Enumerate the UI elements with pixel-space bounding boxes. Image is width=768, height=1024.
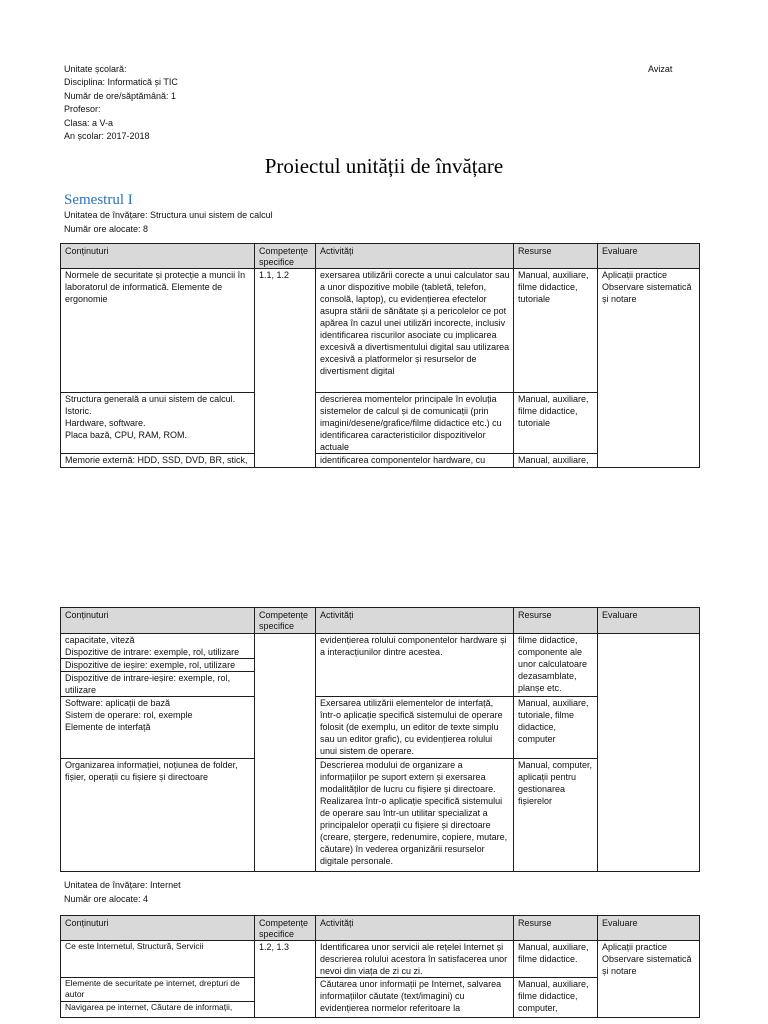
column-header-contents: Conținuturi [61, 244, 255, 269]
contents-text: Elemente de interfață [65, 722, 151, 732]
competences-cell [255, 634, 316, 872]
column-header-competences: Competențe specifice [255, 608, 316, 634]
class-line: Clasa: a V-a [64, 117, 114, 128]
semester-heading: Semestrul I [64, 192, 133, 208]
resources-cell: Manual, auxiliare, tutoriale, filme didactice, computer [514, 697, 598, 759]
resources-cell: Manual, auxiliare, filme didactice. [514, 941, 598, 978]
table-body [61, 941, 700, 1018]
contents-text: Dispozitive de ieșire: exemple, rol, utilizare [65, 660, 236, 670]
resources-cell: Manual, computer, aplicații pentru gestionarea fișierelor [514, 759, 598, 872]
contents-text: capacitate, viteză [65, 635, 135, 645]
column-header-contents: Conținuturi [61, 608, 255, 634]
column-header-resources: Resurse [514, 916, 598, 941]
contents-text: Memorie externă: HDD, SSD, DVD, BR, stick, [65, 455, 248, 465]
contents-text: Istoric. [65, 406, 92, 416]
contents-text: Organizarea informației, noțiunea de folder, fișier, operații cu fișiere și directoare [65, 760, 238, 782]
approval-label: Avizat [648, 64, 673, 74]
contents-text: Placa bază, CPU, RAM, ROM. [65, 430, 188, 440]
evaluation-cell [598, 269, 700, 468]
allocated-hours: Număr ore alocate: 4 [64, 893, 149, 904]
table-header-row [61, 916, 700, 941]
table-head [61, 244, 700, 269]
table-header-row [61, 608, 700, 634]
unit-2-plan-table [60, 915, 700, 1018]
column-header-resources: Resurse [514, 608, 598, 634]
contents-cell [61, 697, 255, 759]
contents-cell [61, 269, 255, 393]
table-row [61, 634, 700, 659]
activities-cell: evidențierea rolului componentelor hardware și a interacțiunilor dintre acestea. [316, 634, 514, 697]
activities-cell: exersarea utilizării corecte a unui calculator sau a unor dispozitive mobile (tabletă, telefon, consolă, laptop), cu evidențierea efectelor asupra stării de sănătate și a pericolelor ce pot apărea în cazul unei utilizări incorecte, inclusiv identificarea riscurilor asociate cu implicarea excesivă a divertismentului digital sau utilizarea excesivă a platformelor și resurselor de divertisment digital [316, 269, 514, 393]
table-body [61, 634, 700, 872]
contents-cell [61, 659, 255, 672]
column-header-contents: Conținuturi [61, 916, 255, 941]
column-header-evaluation: Evaluare [598, 608, 700, 634]
evaluation-cell [598, 941, 700, 1018]
unit-name: Unitatea de învățare: Internet [64, 880, 181, 890]
column-header-activities: Activități [316, 608, 514, 634]
activities-cell: Exersarea utilizării elementelor de interfață, într-o aplicație specifică sistemului de operare folosit (de exemplu, un editor de texte simplu sau un editor grafic), cu evidențierea rolului unui sistem de operare. [316, 697, 514, 759]
column-header-resources: Resurse [514, 244, 598, 269]
contents-text: Dispozitive de intrare: exemple, rol, utilizare [65, 647, 240, 657]
contents-cell [61, 634, 255, 659]
activities-cell: Căutarea unor informații pe Internet, salvarea informațiilor căutate (text/imagini) cu evidențierea normelor referitoare la [316, 978, 514, 1018]
resources-cell: Manual, auxiliare, [514, 454, 598, 468]
evaluation-text: Aplicații practice [602, 270, 668, 280]
unit-1-plan-table-continued [60, 607, 700, 872]
evaluation-text: Observare sistematică și notare [602, 954, 692, 976]
column-header-activities: Activități [316, 244, 514, 269]
contents-text: Dispozitive de intrare-ieșire: exemple, rol, utilizare [65, 673, 231, 695]
evaluation-cell [598, 634, 700, 872]
unit-1-plan-table [60, 243, 700, 468]
resources-cell: filme didactice, componente ale unor calculatoare dezasamblate, planșe etc. [514, 634, 598, 697]
contents-cell: Navigarea pe internet, Căutare de informații, [61, 1002, 255, 1018]
table-header-row [61, 244, 700, 269]
column-header-evaluation: Evaluare [598, 916, 700, 941]
activities-cell: Identificarea unor servicii ale rețelei Internet și descrierea rolului acestora în satisfacerea unor nevoi din viața de zi cu zi. [316, 941, 514, 978]
table-row [61, 941, 700, 978]
contents-cell [61, 393, 255, 454]
competences-cell: 1.2, 1.3 [255, 941, 316, 1018]
column-header-evaluation: Evaluare [598, 244, 700, 269]
unit-name: Unitatea de învățare: Structura unui sistem de calcul [64, 210, 273, 220]
contents-text: Normele de securitate și protecție a muncii în laboratorul de informatică. Elemente de ergonomie [65, 270, 246, 304]
resources-cell: Manual, auxiliare, filme didactice, computer, [514, 978, 598, 1018]
contents-text: Hardware, software. [65, 418, 146, 428]
contents-cell [61, 454, 255, 468]
contents-text: Structura generală a unui sistem de calcul. [65, 394, 236, 404]
contents-cell: Ce este Internetul, Structură, Servicii [61, 941, 255, 978]
school-year-line: An școlar: 2017-2018 [64, 131, 150, 142]
contents-cell [61, 672, 255, 697]
column-header-competences: Competențe specifice [255, 244, 316, 269]
table-body [61, 269, 700, 468]
evaluation-text: Aplicații practice [602, 942, 668, 952]
allocated-hours: Număr ore alocate: 8 [64, 223, 149, 234]
hours-per-week-line: Număr de ore/săptămână: 1 [64, 90, 177, 101]
teacher-line: Profesor: [64, 104, 101, 115]
contents-text: Software: aplicații de bază [65, 698, 171, 708]
resources-cell: Manual, auxiliare, filme didactice, tutoriale [514, 393, 598, 454]
table-row [61, 269, 700, 393]
school-unit-line: Unitate școlară: [64, 64, 127, 74]
activities-cell: descrierea momentelor principale în evoluția sistemelor de calcul și de comunicații (prin imagini/desene/grafice/filme didactice etc.) cu identificarea caracteristicilor dispozitivelor actuale [316, 393, 514, 454]
column-header-competences: Competențe specifice [255, 916, 316, 941]
document-info [64, 63, 178, 143]
discipline-line: Disciplina: Informatică și TIC [64, 77, 178, 88]
contents-cell: Elemente de securitate pe internet, drepturi de autor [61, 978, 255, 1002]
activities-cell: identificarea componentelor hardware, cu [316, 454, 514, 468]
unit-1-info [64, 209, 273, 236]
activities-cell: Descrierea modului de organizare a informațiilor pe suport extern și exersarea modalităților de lucru cu fișiere și directoare. Realizarea într-o aplicație specifică sistemului de operare sau într-un utilitar specializat a principalelor operații cu fișiere și directoare (creare, ștergere, redenumire, copiere, mutare, căutare) în vederea organizării resurselor digitale personale. [316, 759, 514, 872]
page-title: Proiectul unității de învățare [264, 154, 504, 178]
column-header-activities: Activități [316, 916, 514, 941]
unit-2-info [64, 879, 181, 906]
resources-cell: Manual, auxiliare, filme didactice, tutoriale [514, 269, 598, 393]
table-head [61, 916, 700, 941]
table-head [61, 608, 700, 634]
competences-cell: 1.1, 1.2 [255, 269, 316, 468]
contents-text: Sistem de operare: rol, exemple [65, 710, 193, 720]
contents-cell [61, 759, 255, 872]
evaluation-text: Observare sistematică și notare [602, 282, 692, 304]
